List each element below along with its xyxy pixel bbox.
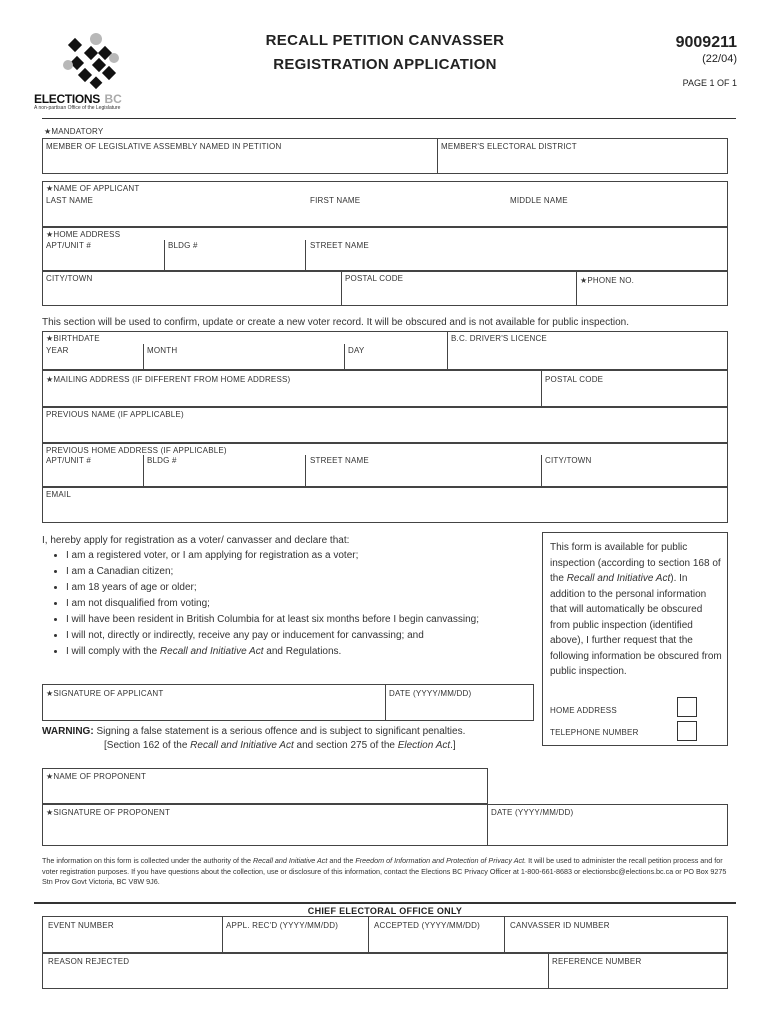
licence-label: B.C. DRIVER'S LICENCE [451,334,547,343]
prev-apt-field[interactable] [43,467,142,486]
warning-ref-mid: and section 275 of the [293,740,398,751]
apt-field[interactable] [43,251,163,270]
bldg-label: BLDG # [168,241,198,250]
sidebox-text-post: ). In addition to the personal information that will automatically be obscured from public inspection (identified above), I further request that the following information be obscured from public inspection. [550,573,722,677]
street-label: STREET NAME [310,241,369,250]
year-label: YEAR [46,346,69,355]
accepted-label: ACCEPTED (YYYY/MM/DD) [374,921,480,930]
mailing-label: ★MAILING ADDRESS (IF DIFFERENT FROM HOME ADDRESS) [46,375,291,384]
member-name-field[interactable] [43,152,436,173]
month-field[interactable] [145,356,343,369]
prev-street-field[interactable] [307,467,540,486]
warning-ref-act1: Recall and Initiative Act [190,740,294,751]
warning-ref-pre: [Section 162 of the [104,740,191,751]
applicant-date-label: DATE (YYYY/MM/DD) [389,689,472,698]
declaration-intro: I, hereby apply for registration as a voter/ canvasser and declare that: [42,535,350,546]
appl-recd-label: APPL. REC'D (YYYY/MM/DD) [226,921,339,930]
declaration-item: • I am not disqualified from voting; [66,598,566,609]
previous-name-field[interactable] [43,421,727,442]
phone-label: ★PHONE NO. [580,276,635,285]
declaration-last-pre: I will comply with the [66,646,160,657]
postal-label: POSTAL CODE [345,274,404,283]
page-number: PAGE 1 OF 1 [682,78,737,88]
home-address-label: ★HOME ADDRESS [46,230,121,239]
proponent-signature-field[interactable] [43,820,486,845]
email-label: EMAIL [46,490,72,499]
warning-text [42,726,465,737]
first-name-label: FIRST NAME [310,196,361,205]
day-field[interactable] [346,356,446,369]
district-field[interactable] [438,152,727,173]
member-label: MEMBER OF LEGISLATIVE ASSEMBLY NAMED IN PETITION [46,142,282,151]
prev-bldg-field[interactable] [145,467,304,486]
prev-city-label: CITY/TOWN [545,456,592,465]
mailing-postal-field[interactable] [543,386,727,406]
phone-field[interactable] [578,288,727,305]
event-number-label: EVENT NUMBER [48,921,114,930]
elections-bc-logo-icon [48,30,128,92]
declaration-item: • I will not, directly or indirectly, receive any pay or inducement for canvassing; and [66,630,566,641]
last-name-label: LAST NAME [46,196,93,205]
prev-apt-label: APT/UNIT # [46,456,91,465]
warning-body: Signing a false statement is a serious offence and is subject to significant penalties. [93,726,466,737]
prev-city-field[interactable] [543,467,727,486]
year-field[interactable] [43,356,142,369]
event-number-field[interactable] [43,932,221,952]
warning-ref-act2: Election Act [397,740,451,751]
previous-name-label: PREVIOUS NAME (IF APPLICABLE) [46,410,184,419]
prev-street-label: STREET NAME [310,456,369,465]
form-title-line2: REGISTRATION APPLICATION [273,56,497,73]
middle-name-field[interactable] [508,206,727,226]
canvasser-id-label: CANVASSER ID NUMBER [510,921,610,930]
proponent-date-label: DATE (YYYY/MM/DD) [491,808,574,817]
reason-rejected-label: REASON REJECTED [48,957,130,966]
sidebox-text-pre: This form is available for public inspection (according to section 168 of the [550,542,721,584]
proponent-name-field[interactable] [43,783,487,803]
postal-field[interactable] [343,285,575,305]
logo-tagline: A non-partisan Office of the Legislature [34,105,121,111]
declaration-item: • I will have been resident in British Columbia for at least six months before I begin canvassing; [66,614,566,625]
month-label: MONTH [147,346,178,355]
proponent-name-label: ★NAME OF PROPONENT [46,772,147,781]
office-title: CHIEF ELECTORAL OFFICE ONLY [307,906,463,916]
licence-field[interactable] [449,345,727,369]
proponent-date-field[interactable] [489,820,727,845]
form-title-line1: RECALL PETITION CANVASSER [265,32,505,49]
district-label: MEMBER'S ELECTORAL DISTRICT [441,142,577,151]
first-name-field[interactable] [306,206,506,226]
voter-section-notice: This section will be used to confirm, update or create a new voter record. It will be obscured and is not available for public inspection. [42,317,629,328]
mandatory-label: ★MANDATORY [44,127,104,136]
previous-address-label: PREVIOUS HOME ADDRESS (IF APPLICABLE) [46,446,227,455]
applicant-signature-label: ★SIGNATURE OF APPLICANT [46,689,164,698]
home-address-checkbox[interactable] [677,697,697,717]
reference-number-field[interactable] [550,968,727,988]
mailing-address-field[interactable] [43,386,540,406]
declaration-list [42,550,566,662]
city-label: CITY/TOWN [46,274,93,283]
warning-ref-post: .] [450,740,456,751]
form-number: 9009211 [675,34,737,51]
logo-word: ELECTIONS [34,92,100,106]
logo-bc: BC [104,92,122,106]
prev-bldg-label: BLDG # [147,456,177,465]
home-address-option-label: HOME ADDRESS [550,706,617,715]
warning-bold: WARNING: [42,726,94,737]
telephone-checkbox[interactable] [677,721,697,741]
applicant-signature-field[interactable] [43,700,384,720]
header-rule [42,118,736,119]
appl-recd-field[interactable] [224,932,367,952]
warning-reference [104,740,456,751]
day-label: DAY [348,346,365,355]
applicant-date-field[interactable] [387,700,533,720]
canvasser-id-field[interactable] [506,932,727,952]
declaration-item [66,646,566,657]
street-field[interactable] [307,251,727,270]
privacy-notice [42,856,728,888]
office-top-rule [34,902,736,904]
privacy-post: It will be used to administer the recall petition process and for voter registration purposes. If you have questions about the collection, use or disclosure of this information, contact the Elections BC Privacy Officer at 1-800-661-8683 or electionsbc@elections.bc.ca or PO Box 9275 Stn Prov Govt Victoria, BC V8W 9J6. [42,856,727,886]
declaration-item: • I am a registered voter, or I am applying for registration as a voter; [66,550,566,561]
last-name-field[interactable] [43,206,303,226]
declaration-last-post: and Regulations. [263,646,342,657]
privacy-pre: The information on this form is collected under the authority of the [42,856,253,865]
email-field[interactable] [43,501,727,522]
privacy-act1: Recall and Initiative Act [252,856,328,865]
telephone-option-label: TELEPHONE NUMBER [550,728,639,737]
applicant-name-label: ★NAME OF APPLICANT [46,184,140,193]
apt-label: APT/UNIT # [46,241,91,250]
sidebox-text-act: Recall and Initiative Act [566,573,671,584]
reference-number-label: REFERENCE NUMBER [552,957,642,966]
declaration-last-act: Recall and Initiative Act [159,646,264,657]
public-inspection-text [550,540,722,680]
city-field[interactable] [43,285,340,305]
accepted-field[interactable] [370,932,503,952]
mailing-postal-label: POSTAL CODE [545,375,604,384]
reason-rejected-field[interactable] [43,968,547,988]
elections-bc-logo [34,30,144,112]
form-version: (22/04) [702,53,737,65]
middle-name-label: MIDDLE NAME [510,196,568,205]
birthdate-label: ★BIRTHDATE [46,334,100,343]
bldg-field[interactable] [166,251,304,270]
proponent-signature-label: ★SIGNATURE OF PROPONENT [46,808,171,817]
privacy-act2: Freedom of Information and Protection of Privacy Act. [355,856,527,865]
declaration-item: • I am a Canadian citizen; [66,566,566,577]
privacy-mid: and the [327,856,356,865]
declaration-item: • I am 18 years of age or older; [66,582,566,593]
